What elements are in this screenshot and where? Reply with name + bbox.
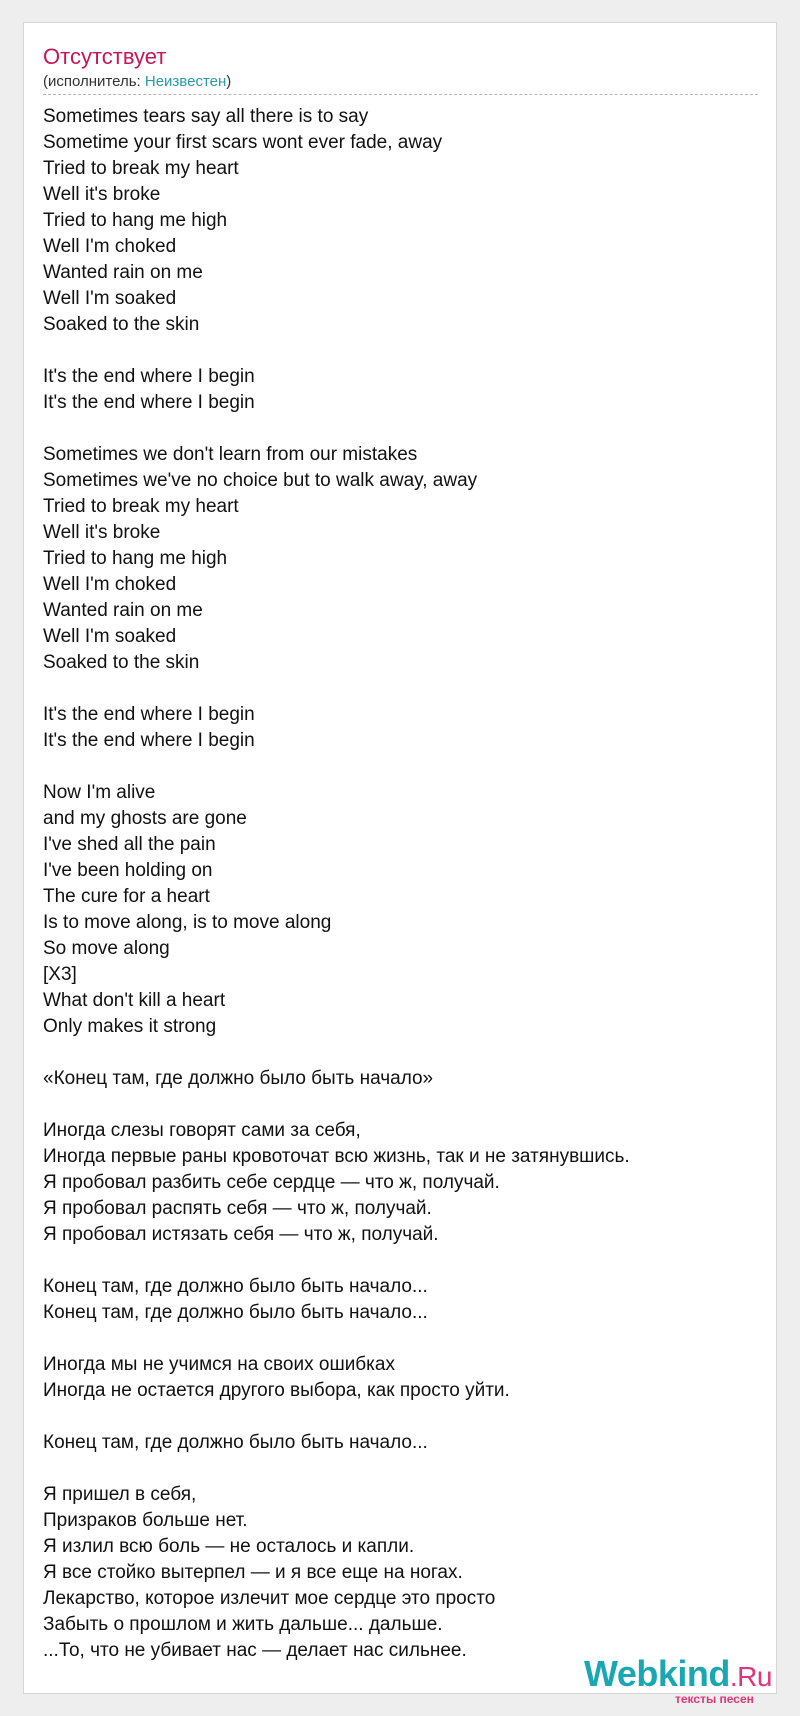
stanza-break (43, 1092, 758, 1118)
lyric-line: Tried to hang me high (43, 210, 228, 231)
stanza-break (43, 1326, 758, 1352)
lyric-line: Лекарство, которое излечит мое сердце это просто (43, 1588, 496, 1609)
lyric-line: Я излил всю боль — не осталось и капли. (43, 1536, 415, 1557)
lyric-line: It's the end where I begin (43, 704, 255, 725)
lyric-line: Иногда первые раны кровоточат всю жизнь, так и не затянувшись. (43, 1146, 630, 1167)
lyric-line: Я пробовал разбить себе сердце — что ж, получай. (43, 1172, 500, 1193)
stanza-break (43, 1040, 758, 1066)
lyric-line: Иногда не остается другого выбора, как просто уйти. (43, 1380, 510, 1401)
lyric-line: I've been holding on (43, 860, 213, 881)
lyric-line: Sometimes we've no choice but to walk away, away (43, 470, 478, 491)
lyric-line: Sometimes tears say all there is to say (43, 106, 369, 127)
lyric-line: Призраков больше нет. (43, 1510, 248, 1531)
lyric-line: Tried to hang me high (43, 548, 228, 569)
logo-main: Webkind (584, 1653, 730, 1694)
artist-prefix: (исполнитель: (43, 73, 145, 90)
logo-suffix: .Ru (729, 1661, 772, 1692)
lyric-line: Wanted rain on me (43, 600, 203, 621)
stanza-break (43, 416, 758, 442)
webkind-logo[interactable] (584, 1653, 772, 1695)
lyric-line: ...То, что не убивает нас — делает нас сильнее. (43, 1640, 467, 1661)
lyrics-card (23, 22, 777, 1706)
lyric-line: It's the end where I begin (43, 392, 255, 413)
lyric-line: Иногда мы не учимся на своих ошибках (43, 1354, 395, 1375)
lyric-line: Забыть о прошлом и жить дальше... дальше. (43, 1614, 443, 1635)
artist-line (43, 73, 231, 90)
lyric-line: It's the end where I begin (43, 730, 255, 751)
stanza-break (43, 1248, 758, 1274)
lyric-line: Only makes it strong (43, 1016, 217, 1037)
lyric-line: Я пришел в себя, (43, 1484, 197, 1505)
lyric-line: The cure for a heart (43, 886, 210, 907)
lyric-line: Конец там, где должно было быть начало... (43, 1302, 428, 1323)
lyric-line: «Конец там, где должно было быть начало» (43, 1068, 434, 1089)
artist-link[interactable]: Неизвестен (144, 73, 227, 90)
lyric-line: It's the end where I begin (43, 366, 255, 387)
lyric-line: Well I'm choked (43, 574, 177, 595)
artist-suffix: ) (226, 73, 232, 90)
lyric-line: Sometime your first scars wont ever fade, away (43, 132, 443, 153)
lyric-line: Well I'm soaked (43, 626, 177, 647)
lyric-line: So move along (43, 938, 170, 959)
lyric-line: Я пробовал распять себя — что ж, получай. (43, 1198, 432, 1219)
lyric-line: I've shed all the pain (43, 834, 216, 855)
lyrics-text (43, 104, 758, 1664)
stanza-break (43, 1456, 758, 1482)
lyric-line: Sometimes we don't learn from our mistakes (43, 444, 418, 465)
lyric-line: Well it's broke (43, 522, 161, 543)
logo-tagline: тексты песен (675, 1692, 754, 1706)
lyric-line: Tried to break my heart (43, 496, 239, 517)
lyric-line: Soaked to the skin (43, 314, 200, 335)
lyric-line: Tried to break my heart (43, 158, 239, 179)
lyric-line: Я все стойко вытерпел — и я все еще на ногах. (43, 1562, 463, 1583)
lyric-line: Иногда слезы говорят сами за себя, (43, 1120, 361, 1141)
lyric-line: Now I'm alive (43, 782, 156, 803)
lyric-line: Well it's broke (43, 184, 161, 205)
lyric-line: Well I'm choked (43, 236, 177, 257)
lyric-line: Конец там, где должно было быть начало... (43, 1432, 428, 1453)
song-title: Отсутствует (43, 44, 167, 69)
lyric-line: Wanted rain on me (43, 262, 203, 283)
lyric-line: Конец там, где должно было быть начало... (43, 1276, 428, 1297)
lyric-line: Я пробовал истязать себя — что ж, получай. (43, 1224, 439, 1245)
lyric-line: Is to move along, is to move along (43, 912, 332, 933)
lyric-line: Soaked to the skin (43, 652, 200, 673)
stanza-break (43, 754, 758, 780)
lyric-line: What don't kill a heart (43, 990, 226, 1011)
header-divider (43, 94, 758, 95)
stanza-break (43, 338, 758, 364)
stanza-break (43, 1404, 758, 1430)
stanza-break (43, 676, 758, 702)
lyric-line: [X3] (43, 964, 77, 985)
lyric-line: Well I'm soaked (43, 288, 177, 309)
lyric-line: and my ghosts are gone (43, 808, 247, 829)
